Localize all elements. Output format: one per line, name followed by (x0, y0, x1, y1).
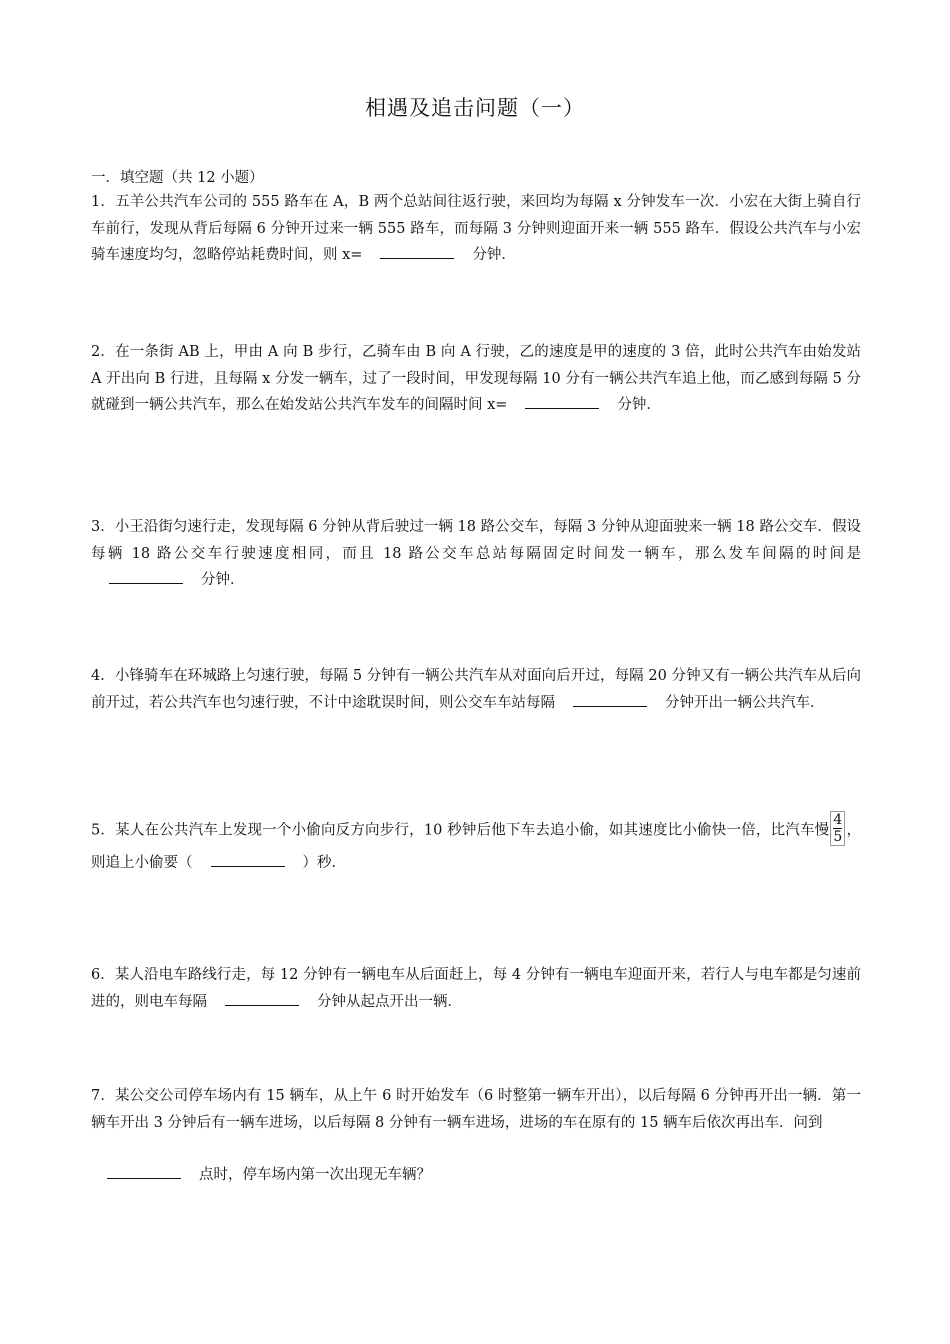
question-1-unit: 分钟． (472, 247, 516, 263)
question-5 (91, 813, 861, 878)
fraction-four-fifths (830, 811, 845, 846)
section-heading: 一．填空题（共 12 小题） (91, 170, 264, 186)
question-2-unit: 分钟． (617, 397, 661, 413)
question-6 (91, 962, 861, 1015)
question-5-unit: ）秒． (302, 855, 346, 871)
answer-blank-6[interactable] (225, 991, 299, 1006)
answer-blank-1[interactable] (380, 244, 454, 259)
fraction-denominator: 5 (833, 829, 843, 845)
question-7-unit: 点时，停车场内第一次出现无车辆？ (199, 1167, 431, 1183)
question-4 (91, 663, 861, 716)
question-4-unit: 分钟开出一辆公共汽车． (665, 694, 825, 711)
question-4-text: 4．小锋骑车在环城路上匀速行驶，每隔 5 分钟有一辆公共汽车从对面向后开过，每隔 20 分钟又有一辆公共汽车从后向前开过，若公共汽车也匀速行驶，不计中途耽误时间，则公交车车站每隔 (91, 668, 861, 711)
question-7 (91, 1083, 861, 1136)
question-6-unit: 分钟从起点开出一辆． (317, 993, 462, 1010)
answer-blank-3[interactable] (109, 569, 183, 584)
answer-blank-4[interactable] (573, 692, 647, 707)
fraction-numerator: 4 (833, 812, 843, 828)
question-3-text: 3．小王沿街匀速行走，发现每隔 6 分钟从背后驶过一辆 18 路公交车，每隔 3 分钟从迎面驶来一辆 18 路公交车．假设每辆 18 路公交车行驶速度相同，而且 18 路公交车总站每隔固定时间发一辆车，那么发车间隔的时间是 (91, 519, 861, 562)
question-5-mid: ，则追上小偷要（ (91, 822, 862, 871)
page-title: 相遇及追击问题（一） (365, 96, 585, 120)
question-5-text: 5．某人在公共汽车上发现一个小偷向反方向步行，10 秒钟后他下车去追小偷，如其速度比小偷快一倍，比汽车慢 (91, 822, 830, 839)
question-1-text: 1．五羊公共汽车公司的 555 路车在 A，B 两个总站间往返行驶，来回均为每隔 x 分钟发车一次．小宏在大街上骑自行车前行，发现从背后每隔 6 分钟开过来一辆 555 路车，而每隔 3 分钟则迎面开来一辆 555 路车．假设公共汽车与小宏骑车速度均匀，忽略停站耗费时间，则 x= (91, 194, 861, 263)
question-7-answer-line (107, 1163, 431, 1184)
answer-blank-7[interactable] (107, 1164, 181, 1179)
question-3 (91, 514, 861, 594)
question-6-text: 6．某人沿电车路线行走，每 12 分钟有一辆电车从后面赶上，每 4 分钟有一辆电车迎面开来，若行人与电车都是匀速前进的，则电车每隔 (91, 967, 861, 1010)
question-2-text: 2．在一条街 AB 上，甲由 A 向 B 步行，乙骑车由 B 向 A 行驶，乙的速度是甲的速度的 3 倍，此时公共汽车由始发站 A 开出向 B 行进，且每隔 x 分发一辆车，过了一段时间，甲发现每隔 10 分有一辆公共汽车追上他，而乙感到每隔 5 分就碰到一辆公共汽车，那么在始发站公共汽车发车的间隔时间 x= (91, 344, 861, 413)
answer-blank-5[interactable] (211, 852, 285, 867)
question-7-text: 7．某公交公司停车场内有 15 辆车，从上午 6 时开始发车（6 时整第一辆车开出），以后每隔 6 分钟再开出一辆．第一辆车开出 3 分钟后有一辆车进场，以后每隔 8 分钟有一辆车进场，进场的车在原有的 15 辆车后依次再出车．问到 (91, 1088, 861, 1131)
question-3-unit: 分钟． (201, 572, 245, 588)
question-1 (91, 189, 861, 269)
question-2 (91, 339, 861, 419)
answer-blank-2[interactable] (525, 394, 599, 409)
